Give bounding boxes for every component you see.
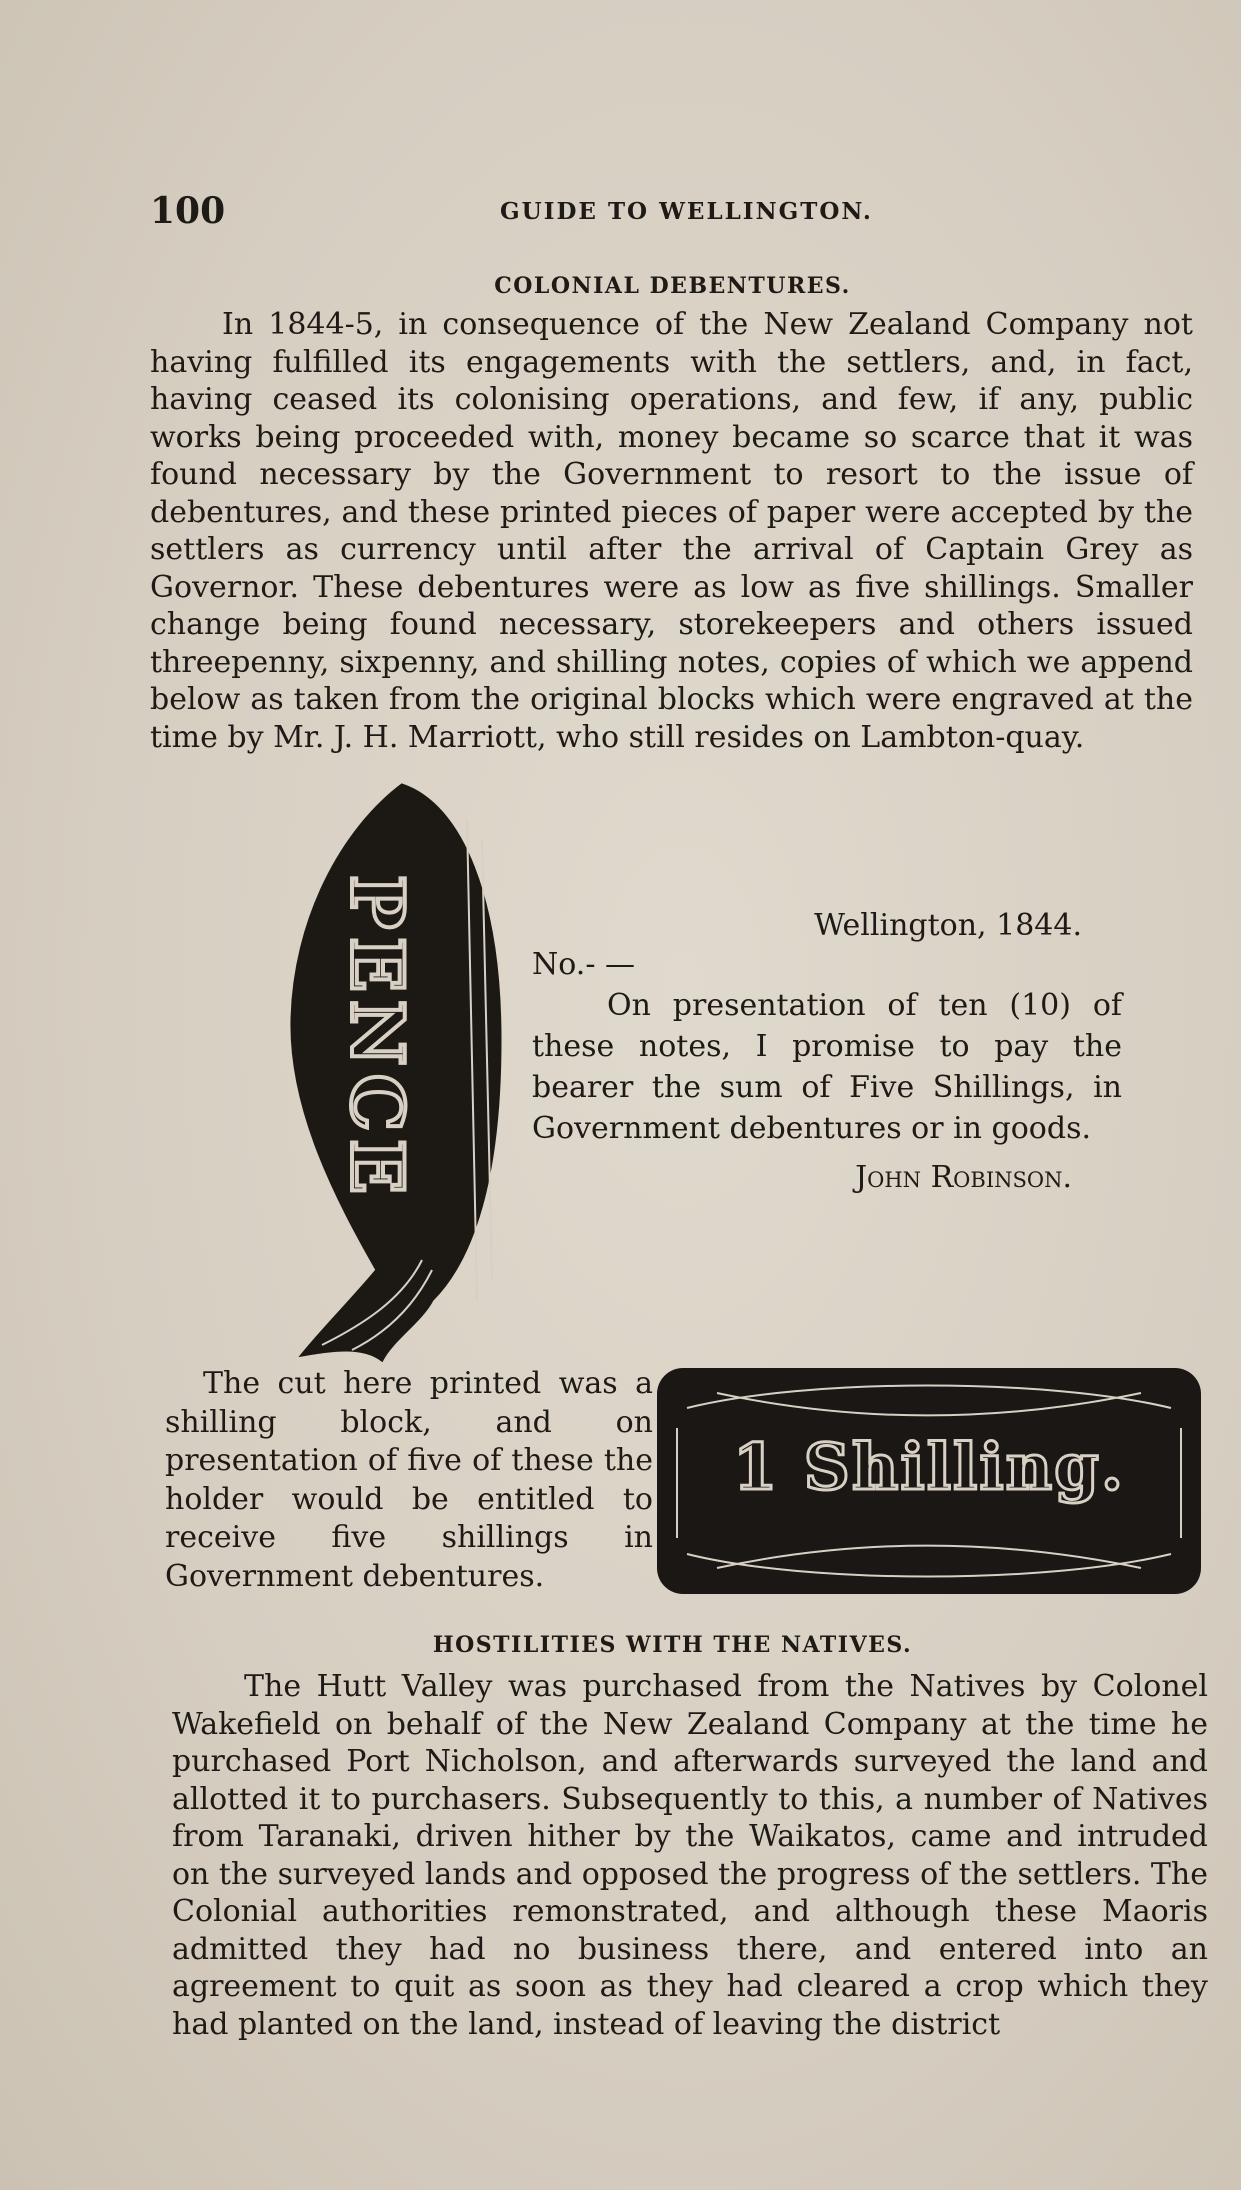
shilling-caption: The cut here printed was a shilling block, and on presentation of five of these the holder would be entitled to receive five shillings in Government debentures. xyxy=(165,1366,653,1594)
notice-signature: John Robinson. xyxy=(855,1160,1072,1195)
page-header xyxy=(150,190,1150,240)
shilling-block-lettering: 1 Shilling. xyxy=(732,1430,1126,1505)
hostilities-heading: HOSTILITIES WITH THE NATIVES. xyxy=(432,1632,913,1658)
page-number: 100 xyxy=(150,190,226,232)
shilling-engraving-block xyxy=(657,1368,1201,1594)
debentures-paragraph: In 1844-5, in consequence of the New Zealand Company not having fulfilled its engagements with the settlers, and, in fact, having ceased its colonising operations, and few, if any, public works being proceeded with, money became so scarce that it was found necessary by the Government to resort to the issue of debentures, and these printed pieces of paper were accepted by the settlers as currency until after the arrival of Captain Grey as Governor. These debentures were as low as five shillings. Smaller change being found necessary, storekeepers and others issued threepenny, sixpenny, and shilling notes, copies of which we append below as taken from the original blocks which were engraved at the time by Mr. J. H. Marriott, who still resides on Lambton-quay. xyxy=(150,307,1193,755)
notice-number: No.- — xyxy=(532,947,635,982)
debenture-notice xyxy=(532,905,1122,1198)
hostilities-paragraph: The Hutt Valley was purchased from the Natives by Colonel Wakefield on behalf of the New Zealand Company at the time he purchased Port Nicholson, and afterwards surveyed the land and allotted it to purchasers. Subsequently to this, a number of Natives from Taranaki, driven hither by the Waikatos, came and intruded on the surveyed lands and opposed the progress of the settlers. The Colonial authorities remonstrated, and although these Maoris admitted they had no business there, and entered into an agreement to quit as soon as they had cleared a crop which they had planted on the land, instead of leaving the district xyxy=(172,1669,1208,2042)
running-head: GUIDE TO WELLINGTON. xyxy=(500,198,873,225)
debentures-heading: COLONIAL DEBENTURES. xyxy=(494,273,851,299)
notice-place-date: Wellington, 1844. xyxy=(814,908,1082,943)
fish-engraving-block xyxy=(282,780,514,1362)
notice-body: On presentation of ten (10) of these notes, I promise to pay the bearer the sum of Five Shillings, in Government debentures or in goods. xyxy=(532,988,1122,1146)
fish-block-lettering: PENCE xyxy=(335,875,420,1203)
